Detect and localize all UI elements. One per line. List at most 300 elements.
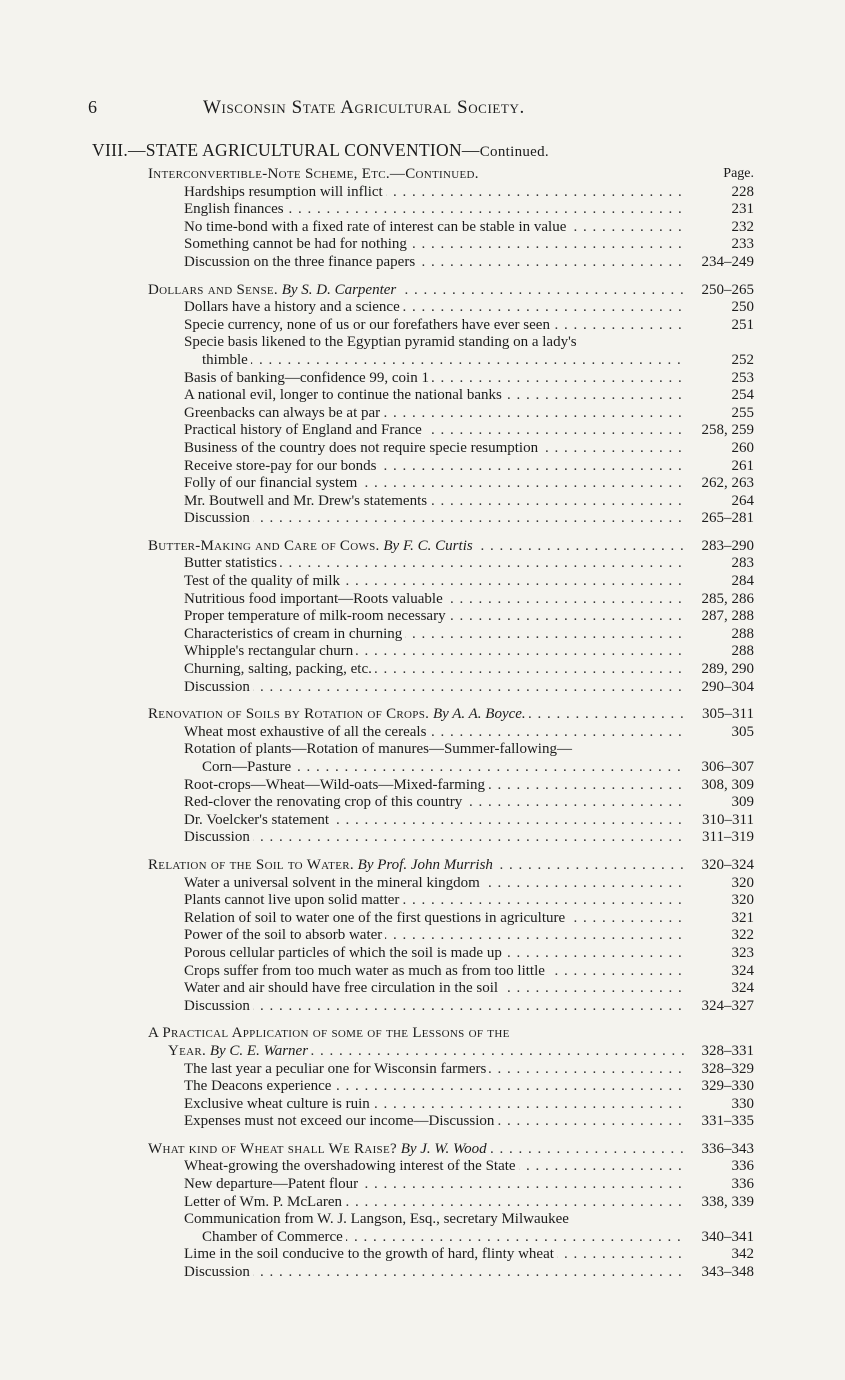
entry-text — [184, 493, 686, 511]
entry-label — [184, 440, 541, 456]
entry-label — [184, 777, 488, 793]
group-title: Renovation of Soils by Rotation of Crops. — [148, 706, 430, 723]
entry-label — [184, 573, 343, 589]
entry-label — [184, 875, 483, 891]
entry-row — [148, 643, 754, 661]
entry-text — [184, 679, 686, 697]
entry-pages: 288 — [731, 625, 754, 642]
entry-title: Discussion — [184, 997, 250, 1014]
entry-label — [148, 282, 399, 298]
entry-label — [184, 892, 402, 908]
entry-row — [148, 910, 754, 928]
entry-text — [148, 1141, 686, 1159]
entry-text — [184, 1176, 686, 1194]
entry-row — [148, 370, 754, 388]
entry-text — [184, 387, 686, 405]
entry-row — [148, 510, 754, 528]
entry-pages: 320–324 — [701, 856, 754, 873]
entry-pages: 336 — [731, 1176, 754, 1193]
entry-row — [148, 219, 754, 237]
entry-text — [184, 608, 686, 626]
entry-pages: 233 — [731, 236, 754, 253]
entry-text — [184, 1264, 686, 1282]
entry-label — [184, 829, 253, 845]
entry-pages: 234–249 — [701, 253, 754, 270]
entry-text — [148, 166, 754, 184]
entry-row — [148, 422, 754, 440]
entry-title: Discussion on the three finance papers — [184, 253, 416, 270]
entry-text — [184, 299, 686, 317]
entry-row — [148, 661, 754, 679]
entry-text — [184, 741, 754, 759]
entry-pages: 340–341 — [701, 1228, 754, 1245]
entry-pages: 331–335 — [701, 1113, 754, 1130]
entry-text — [184, 724, 686, 742]
entry-pages: 305–311 — [702, 706, 754, 723]
group-title: Dollars and Sense. — [148, 281, 278, 298]
entry-row — [148, 829, 754, 847]
entry-label — [184, 422, 425, 438]
entry-row — [148, 724, 754, 742]
entry-row — [148, 1061, 754, 1079]
group-title-continued: Year. — [168, 1042, 207, 1059]
entry-text — [184, 1096, 686, 1114]
entry-title: Exclusive wheat culture is ruin — [184, 1095, 370, 1112]
entry-label — [184, 475, 360, 491]
entry-text — [184, 980, 686, 998]
entry-title: Discussion — [184, 678, 250, 695]
entry-text — [184, 1194, 686, 1212]
entry-row — [148, 741, 754, 759]
entry-title: The Deacons experience — [184, 1078, 332, 1095]
entry-row-continued — [148, 1229, 754, 1247]
entry-title: Power of the soil to absorb water — [184, 927, 383, 944]
entry-text — [184, 573, 686, 591]
entry-title: Hardships resumption will inflict — [184, 183, 383, 200]
group-title: Butter-Making and Care of Cows. — [148, 537, 380, 554]
entry-label — [184, 370, 432, 386]
entry-title: Churning, salting, packing, etc. — [184, 661, 372, 678]
entry-row — [148, 334, 754, 352]
group-title: What kind of Wheat shall We Raise? — [148, 1140, 397, 1157]
entry-pages: 320 — [731, 892, 754, 909]
entry-pages: 250 — [731, 299, 754, 316]
entry-row — [148, 405, 754, 423]
entry-row — [148, 1211, 754, 1229]
entry-text — [148, 857, 686, 875]
entry-row — [148, 236, 754, 254]
entry-text — [184, 334, 754, 352]
entry-text — [184, 219, 686, 237]
entry-pages: 322 — [731, 927, 754, 944]
page-number: 6 — [88, 97, 98, 117]
entry-label — [184, 1176, 361, 1192]
entry-pages: 309 — [731, 794, 754, 811]
entry-pages: 283 — [731, 555, 754, 572]
group-author: By F. C. Curtis — [383, 537, 473, 554]
entry-label — [184, 1264, 253, 1280]
entry-title: Mr. Boutwell and Mr. Drew's statements — [184, 492, 428, 509]
entry-text — [184, 998, 686, 1016]
entry-text — [184, 591, 686, 609]
entry-row — [148, 1264, 754, 1282]
entry-title: Discussion — [184, 1264, 250, 1281]
entry-label — [148, 1025, 513, 1041]
entry-text — [202, 759, 686, 777]
entry-title: Water and air should have free circulation in the soil — [184, 980, 499, 997]
entry-text — [184, 829, 686, 847]
group-title: A Practical Application of some of the Lessons of the — [148, 1025, 510, 1042]
entry-row — [148, 875, 754, 893]
entry-text — [184, 370, 686, 388]
entry-text — [202, 352, 686, 370]
section-heading — [92, 140, 549, 161]
entry-pages: 255 — [731, 404, 754, 421]
entry-pages: 265–281 — [701, 510, 754, 527]
entry-text — [184, 643, 686, 661]
entry-label — [184, 1158, 519, 1174]
entry-text — [184, 458, 686, 476]
group-title: Interconvertible-Note Scheme, Etc.—Continued. — [148, 166, 479, 182]
entry-label — [184, 980, 501, 996]
entry-text — [184, 1113, 686, 1131]
entry-text — [184, 892, 686, 910]
entry-row — [148, 892, 754, 910]
page-column-label: Page. — [723, 166, 754, 181]
entry-pages: 338, 339 — [701, 1193, 754, 1210]
entry-label — [184, 510, 253, 526]
entry-text — [184, 317, 686, 335]
entry-pages: 324 — [731, 962, 754, 979]
entry-row — [148, 184, 754, 202]
entry-pages: 328–331 — [701, 1042, 754, 1059]
entry-text — [184, 1211, 754, 1229]
entry-pages: 287, 288 — [701, 608, 754, 625]
entry-title: Proper temperature of milk-room necessary — [184, 608, 446, 625]
entry-label — [184, 643, 356, 659]
entry-text — [202, 1229, 686, 1247]
entry-text — [148, 538, 686, 556]
entry-pages: 261 — [731, 457, 754, 474]
group-heading — [148, 166, 754, 184]
entry-title: Wheat-growing the overshadowing interest of the State — [184, 1158, 516, 1175]
entry-title: Communication from W. J. Langson, Esq., secretary Milwaukee — [184, 1211, 569, 1228]
entry-title: A national evil, longer to continue the national banks — [184, 387, 502, 404]
entry-pages: 283–290 — [701, 537, 754, 554]
entry-title: Rotation of plants—Rotation of manures—Summer-fallowing— — [184, 741, 572, 758]
entry-pages: 252 — [731, 351, 754, 368]
entry-label — [184, 254, 418, 270]
entry-row — [148, 1176, 754, 1194]
entry-row — [148, 626, 754, 644]
entry-label — [184, 219, 569, 235]
group-heading — [148, 1025, 754, 1043]
entry-title: Plants cannot live upon solid matter — [184, 892, 400, 909]
entry-pages: 336 — [731, 1158, 754, 1175]
entry-text — [184, 910, 686, 928]
entry-pages: 320 — [731, 874, 754, 891]
entry-title: Discussion — [184, 510, 250, 527]
entry-label — [184, 927, 385, 943]
entry-row — [148, 573, 754, 591]
group-heading — [148, 538, 754, 556]
entry-row — [148, 299, 754, 317]
entry-text — [184, 963, 686, 981]
entry-pages: 290–304 — [701, 678, 754, 695]
group-title: Relation of the Soil to Water. — [148, 856, 354, 873]
entry-pages: 251 — [731, 316, 754, 333]
entry-row — [148, 440, 754, 458]
entry-row — [148, 555, 754, 573]
entry-text — [184, 236, 686, 254]
entry-text — [184, 1061, 686, 1079]
entry-text — [184, 184, 686, 202]
entry-title: Something cannot be had for nothing — [184, 236, 407, 253]
entry-text — [184, 945, 686, 963]
entry-text — [184, 422, 686, 440]
entry-label — [184, 184, 386, 200]
entry-row-continued — [148, 759, 754, 777]
entry-row — [148, 777, 754, 795]
entry-text — [184, 510, 686, 528]
entry-title-continued: Chamber of Commerce — [202, 1228, 343, 1245]
entry-row — [148, 945, 754, 963]
entry-title: Expenses must not exceed our income—Discussion — [184, 1113, 495, 1130]
entry-pages: 228 — [731, 183, 754, 200]
entry-title: Dollars have a history and a science — [184, 299, 400, 316]
entry-pages: 336–343 — [701, 1140, 754, 1157]
entry-label — [184, 1246, 557, 1262]
entry-row — [148, 1158, 754, 1176]
entry-title: No time-bond with a fixed rate of interest can be stable in value — [184, 218, 567, 235]
entry-text — [184, 555, 686, 573]
entry-row — [148, 998, 754, 1016]
entry-row — [148, 980, 754, 998]
entry-label — [184, 405, 383, 421]
entry-pages: 328–329 — [701, 1060, 754, 1077]
entry-text — [184, 1078, 686, 1096]
entry-title: Business of the country does not require specie resumption — [184, 439, 539, 456]
entry-row — [148, 1096, 754, 1114]
entry-text — [148, 706, 686, 724]
entry-pages: 262, 263 — [701, 475, 754, 492]
entry-label — [184, 334, 580, 350]
entry-title-continued: Corn—Pasture — [202, 759, 292, 775]
entry-label — [184, 794, 465, 810]
entry-title: English finances — [184, 201, 284, 218]
entry-text — [148, 1025, 754, 1043]
entry-title: New departure—Patent flour — [184, 1176, 359, 1193]
entry-label — [184, 724, 429, 740]
entry-title: The last year a peculiar one for Wisconsin farmers — [184, 1060, 487, 1077]
entry-title: Porous cellular particles of which the soil is made up — [184, 944, 502, 961]
entry-title: Letter of Wm. P. McLaren — [184, 1193, 343, 1210]
entry-pages: 306–307 — [701, 759, 754, 775]
entry-row — [148, 927, 754, 945]
entry-label — [184, 910, 568, 926]
entry-title: Characteristics of cream in churning — [184, 625, 403, 642]
entry-label — [184, 1061, 489, 1077]
entry-label — [184, 812, 332, 828]
entry-title: Lime in the soil conducive to the growth of hard, flinty wheat — [184, 1246, 554, 1263]
entry-pages: 323 — [731, 944, 754, 961]
entry-title: Butter statistics — [184, 555, 277, 572]
entry-pages: 285, 286 — [701, 590, 754, 607]
entry-row — [148, 475, 754, 493]
entry-title: Discussion — [184, 829, 250, 846]
entry-pages: 289, 290 — [701, 661, 754, 678]
entry-row — [148, 493, 754, 511]
entry-label — [184, 555, 280, 571]
entry-row — [148, 679, 754, 697]
entry-row — [148, 1113, 754, 1131]
entry-pages: 231 — [731, 201, 754, 218]
entry-row — [148, 1246, 754, 1264]
entry-label — [184, 317, 553, 333]
entry-text — [184, 661, 686, 679]
entry-pages: 284 — [731, 573, 754, 590]
entry-label — [148, 538, 476, 554]
entry-row-continued — [148, 352, 754, 370]
entry-pages: 321 — [731, 909, 754, 926]
entry-text — [184, 201, 686, 219]
entry-title: Root-crops—Wheat—Wild-oats—Mixed-farming — [184, 776, 485, 793]
entry-title: Nutritious food important—Roots valuable — [184, 590, 443, 607]
section-title: VIII.—STATE AGRICULTURAL CONVENTION— — [92, 140, 480, 160]
entry-label — [184, 741, 575, 757]
entry-pages: 324 — [731, 980, 754, 997]
entry-label — [168, 1043, 311, 1059]
entry-text — [184, 794, 686, 812]
group-heading — [148, 282, 754, 300]
entry-row — [148, 591, 754, 609]
entry-text — [184, 405, 686, 423]
entry-label — [184, 661, 375, 677]
entry-label — [148, 857, 496, 873]
entry-pages: 342 — [731, 1246, 754, 1263]
entry-pages: 308, 309 — [701, 776, 754, 793]
entry-text — [184, 626, 686, 644]
entry-pages: 330 — [731, 1095, 754, 1112]
entry-pages: 264 — [731, 492, 754, 509]
entry-row — [148, 1078, 754, 1096]
entry-row — [148, 812, 754, 830]
entry-title-continued: thimble — [202, 351, 248, 368]
entry-text — [184, 875, 686, 893]
entry-pages: 253 — [731, 369, 754, 386]
entry-label — [184, 387, 505, 403]
entry-title: Specie basis likened to the Egyptian pyramid standing on a lady's — [184, 334, 577, 351]
entry-pages: 343–348 — [701, 1264, 754, 1281]
entry-label — [184, 1194, 345, 1210]
entry-pages: 329–330 — [701, 1078, 754, 1095]
table-of-contents — [148, 166, 754, 1282]
entry-pages: 311–319 — [702, 829, 754, 846]
entry-title: Specie currency, none of us or our forefathers have ever seen — [184, 316, 550, 333]
entry-label — [184, 299, 403, 315]
entry-pages: 305 — [731, 723, 754, 740]
entry-title: Wheat most exhaustive of all the cereals — [184, 723, 427, 740]
entry-row — [148, 254, 754, 272]
entry-text — [184, 475, 686, 493]
entry-title: Folly of our financial system — [184, 475, 358, 492]
entry-title: Basis of banking—confidence 99, coin 1 — [184, 369, 429, 386]
entry-text — [168, 1043, 686, 1061]
running-title: Wisconsin State Agricultural Society. — [203, 97, 525, 118]
entry-label — [184, 998, 253, 1014]
entry-title: Water a universal solvent in the mineral kingdom — [184, 874, 480, 891]
entry-title: Crops suffer from too much water as much as from too little — [184, 962, 545, 979]
entry-title: Test of the quality of milk — [184, 573, 341, 590]
entry-title: Practical history of England and France — [184, 422, 422, 439]
entry-label — [184, 591, 446, 607]
entry-text — [148, 282, 686, 300]
entry-row — [148, 387, 754, 405]
entry-pages: 288 — [731, 643, 754, 660]
section-continued: Continued. — [479, 144, 549, 160]
group-author: By J. W. Wood — [400, 1140, 487, 1157]
entry-pages: 258, 259 — [701, 422, 754, 439]
entry-label — [184, 1113, 497, 1129]
group-heading — [148, 857, 754, 875]
entry-label — [184, 945, 505, 961]
entry-row — [148, 608, 754, 626]
entry-title: Relation of soil to water one of the first questions in agriculture — [184, 909, 566, 926]
entry-pages: 324–327 — [701, 997, 754, 1014]
entry-title: Whipple's rectangular churn — [184, 643, 354, 660]
entry-label — [184, 458, 379, 474]
entry-pages: 254 — [731, 387, 754, 404]
entry-label — [184, 963, 548, 979]
entry-row — [148, 201, 754, 219]
entry-row — [148, 963, 754, 981]
entry-text — [184, 1158, 686, 1176]
entry-row — [148, 1194, 754, 1212]
entry-label — [148, 166, 482, 182]
group-author: By C. E. Warner — [209, 1042, 309, 1059]
entry-text — [184, 1246, 686, 1264]
entry-label — [184, 626, 405, 642]
entry-label — [148, 1141, 490, 1157]
entry-label — [184, 1211, 572, 1227]
entry-title: Receive store-pay for our bonds — [184, 457, 377, 474]
group-heading — [148, 1141, 754, 1159]
entry-label — [148, 706, 529, 722]
entry-row — [148, 794, 754, 812]
entry-title: Dr. Voelcker's statement — [184, 811, 330, 828]
entry-text — [184, 927, 686, 945]
entry-label — [202, 759, 294, 775]
entry-text — [184, 440, 686, 458]
entry-pages: 260 — [731, 439, 754, 456]
entry-text — [184, 254, 686, 272]
entry-row — [148, 458, 754, 476]
entry-label — [184, 679, 253, 695]
group-heading-continued — [148, 1043, 754, 1061]
entry-label — [184, 1078, 334, 1094]
group-author: By Prof. John Murrish — [357, 856, 493, 873]
group-author: By A. A. Boyce. — [432, 706, 526, 723]
entry-label — [184, 236, 410, 252]
entry-pages: 310–311 — [702, 811, 754, 828]
entry-label — [202, 352, 251, 368]
entry-label — [184, 201, 287, 217]
group-heading — [148, 706, 754, 724]
group-author: By S. D. Carpenter — [281, 281, 397, 298]
entry-title: Red-clover the renovating crop of this country — [184, 794, 463, 811]
entry-text — [184, 777, 686, 795]
entry-label — [202, 1229, 346, 1245]
